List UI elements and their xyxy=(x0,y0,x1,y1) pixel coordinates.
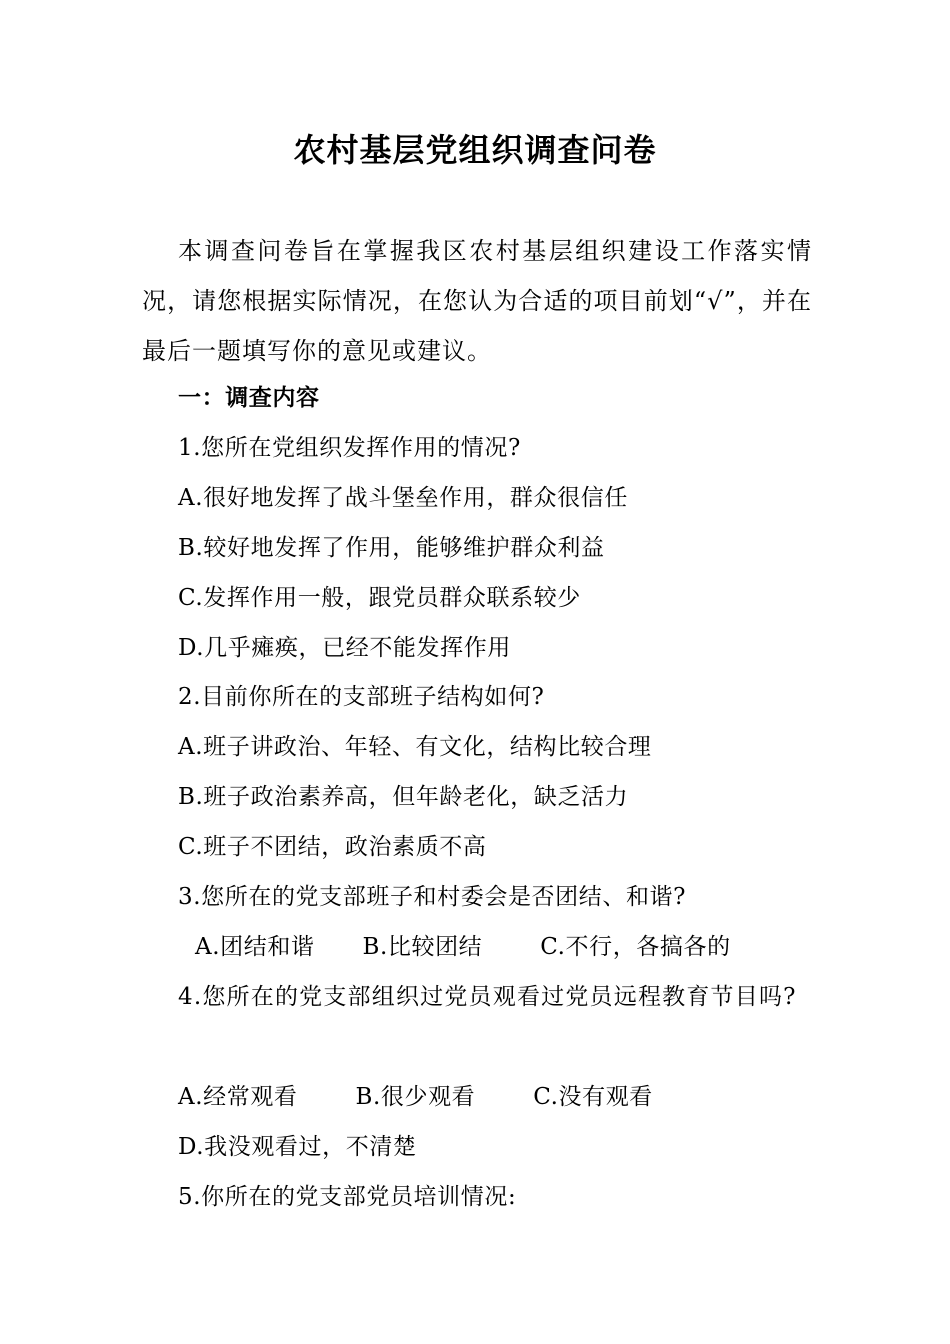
question-1-option-d: D.几乎瘫痪，已经不能发挥作用 xyxy=(178,635,511,661)
question-4-option-b: B.很少观看 xyxy=(355,1084,476,1110)
question-4-option-a: A.经常观看 xyxy=(178,1084,298,1110)
page-title: 农村基层党组织调查问卷 xyxy=(293,131,657,169)
question-2-option-c: C.班子不团结，政治素质不高 xyxy=(178,834,487,860)
question-4: 4.您所在的党支部组织过党员观看过党员远程教育节目吗? xyxy=(178,984,797,1010)
question-3-option-a: A.团结和谐 xyxy=(195,934,315,960)
question-5: 5.你所在的党支部党员培训情况: xyxy=(178,1184,517,1210)
question-4-option-c: C.没有观看 xyxy=(533,1084,653,1110)
question-3-option-c: C.不行，各搞各的 xyxy=(540,934,731,960)
question-1-option-b: B.较好地发挥了作用，能够维护群众利益 xyxy=(178,535,605,561)
section-heading: 一：调查内容 xyxy=(178,385,320,411)
question-1: 1.您所在党组织发挥作用的情况? xyxy=(178,435,521,461)
question-2: 2.目前你所在的支部班子结构如何? xyxy=(178,684,545,710)
question-2-option-a: A.班子讲政治、年轻、有文化，结构比较合理 xyxy=(178,734,652,760)
question-1-option-c: C.发挥作用一般，跟党员群众联系较少 xyxy=(178,585,581,611)
question-2-option-b: B.班子政治素养高，但年龄老化，缺乏活力 xyxy=(178,784,629,810)
question-4-options-row xyxy=(178,1077,653,1117)
question-3-option-b: B.比较团结 xyxy=(362,934,483,960)
question-4-option-d: D.我没观看过，不清楚 xyxy=(178,1134,417,1160)
question-1-option-a: A.很好地发挥了战斗堡垒作用，群众很信任 xyxy=(178,485,628,511)
intro-paragraph: 本调查问卷旨在掌握我区农村基层组织建设工作落实情况，请您根据实际情况，在您认为合适的项目前划“√”，并在最后一题填写你的意见或建议。 xyxy=(142,237,812,365)
question-3: 3.您所在的党支部班子和村委会是否团结、和谐? xyxy=(178,884,687,910)
question-3-options-row xyxy=(195,927,731,967)
